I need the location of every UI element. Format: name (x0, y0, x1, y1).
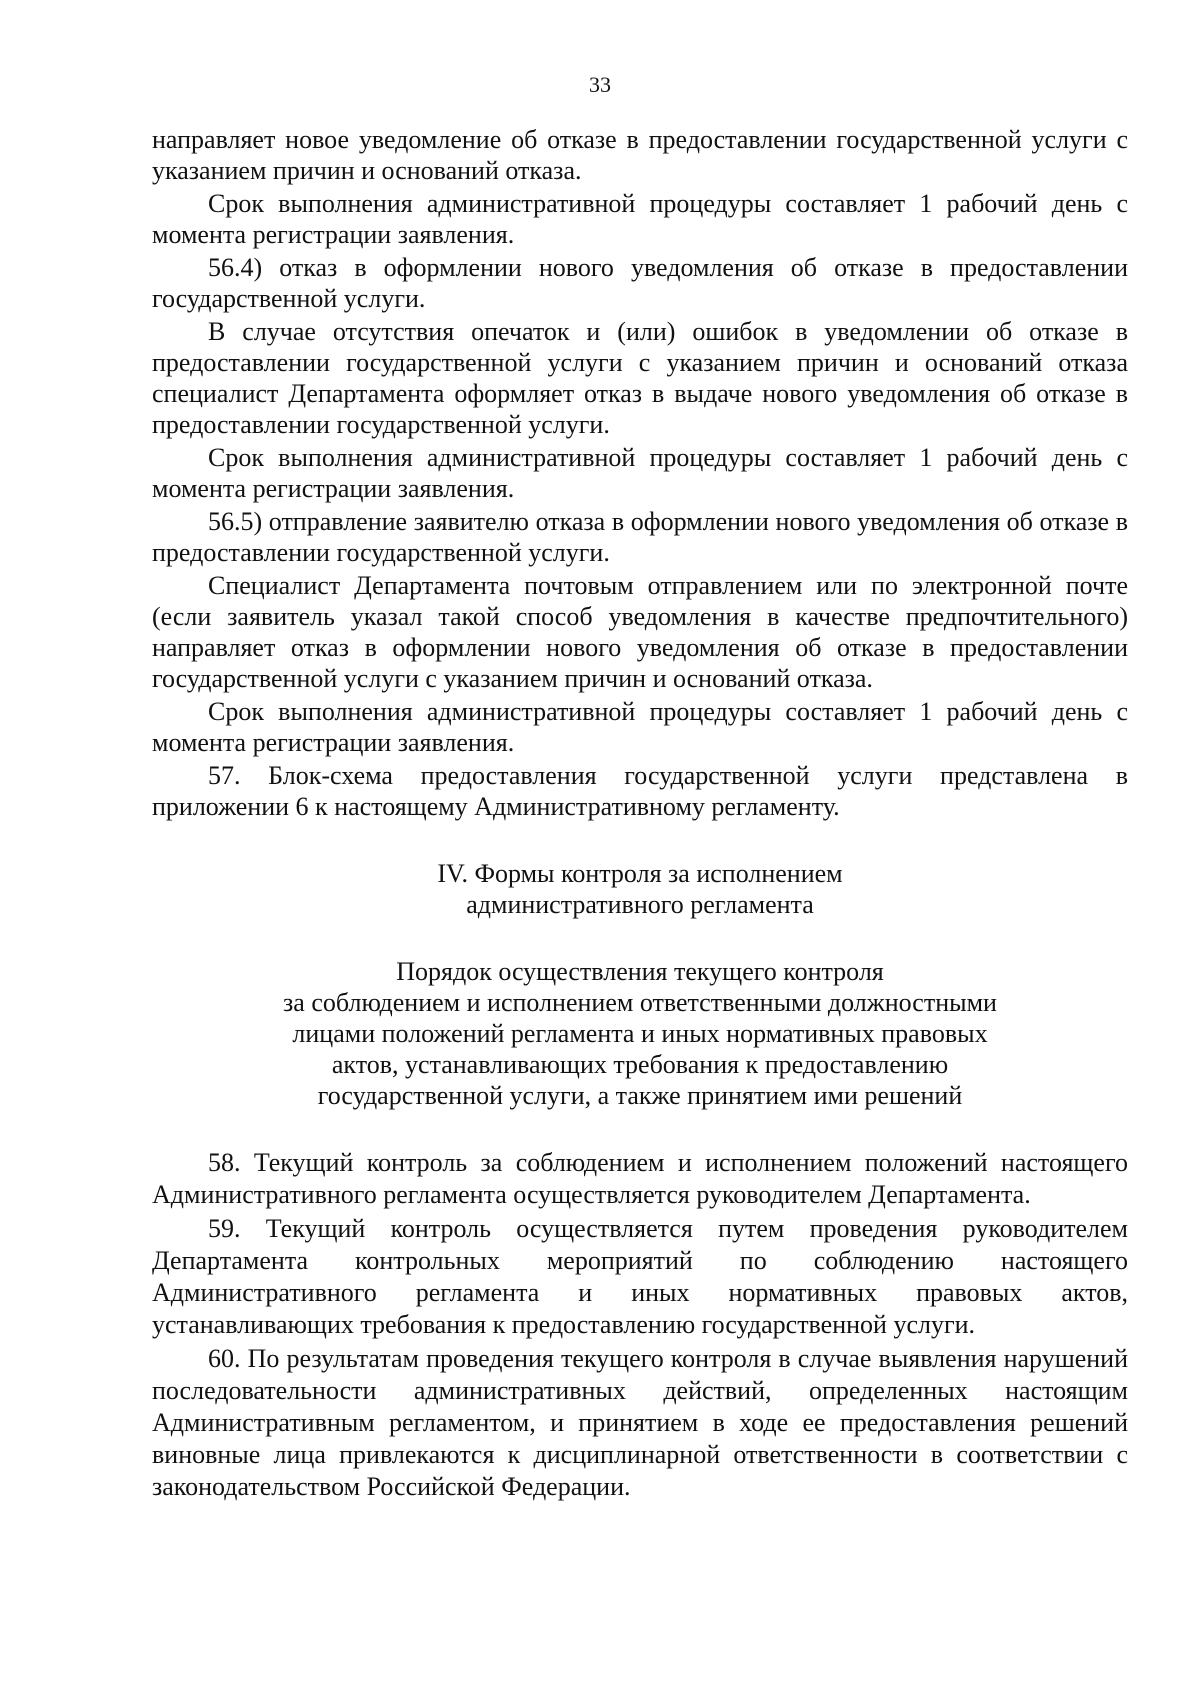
paragraph-58: 58. Текущий контроль за соблюдением и исполнением положений настоящего Административного регламента осуществляется руководителем Департамента. (152, 1148, 1128, 1209)
paragraph-deadline-1: Срок выполнения административной процедуры составляет 1 рабочий день с момента регистрации заявления. (152, 189, 1128, 249)
paragraph-no-errors: В случае отсутствия опечаток и (или) ошибок в уведомлении об отказе в предоставлении государственной услуги с указанием причин и оснований отказа специалист Департамента оформляет отказ в выдаче нового уведомления об отказе в предоставлении государственной услуги. (152, 317, 1128, 439)
paragraph-56-5: 56.5) отправление заявителю отказа в оформлении нового уведомления об отказе в предоставлении государственной услуги. (152, 507, 1128, 567)
subsection-heading-line-3: лицами положений регламента и иных нормативных правовых (292, 1019, 988, 1048)
lower-paragraphs (152, 1147, 1128, 1503)
subsection-heading-line-2: за соблюдением и исполнением ответственными должностными (283, 988, 997, 1017)
paragraph-deadline-2: Срок выполнения административной процедуры составляет 1 рабочий день с момента регистрации заявления. (152, 443, 1128, 503)
section-heading-line-2: административного регламента (466, 890, 814, 919)
subsection-heading-line-5: государственной услуги, а также принятием ими решений (317, 1081, 963, 1110)
section-heading-line-1: IV. Формы контроля за исполнением (437, 859, 843, 888)
paragraph-56-4: 56.4) отказ в оформлении нового уведомления об отказе в предоставлении государственной услуги. (152, 253, 1128, 313)
paragraph-57: 57. Блок-схема предоставления государственной услуги представлена в приложении 6 к настоящему Административному регламенту. (152, 761, 1128, 821)
document-body (152, 124, 1128, 1505)
paragraph-deadline-3: Срок выполнения административной процедуры составляет 1 рабочий день с момента регистрации заявления. (152, 697, 1128, 757)
subsection-heading (230, 956, 1050, 1111)
subsection-heading-line-4: актов, устанавливающих требования к предоставлению (331, 1050, 949, 1079)
paragraph-60: 60. По результатам проведения текущего контроля в случае выявления нарушений последовательности административных действий, определенных настоящим Административным регламентом, и принятием в ходе ее предоставления решений виновные лица привлекаются к дисциплинарной ответственности в соответствии с законодательством Российской Федерации. (152, 1344, 1128, 1501)
paragraph-continuation: направляет новое уведомление об отказе в предоставлении государственной услуги с указанием причин и оснований отказа. (152, 125, 1128, 185)
subsection-heading-line-1: Порядок осуществления текущего контроля (396, 957, 884, 986)
page-number: 33 (589, 72, 611, 97)
section-heading (152, 858, 1128, 920)
paragraph-59: 59. Текущий контроль осуществляется путем проведения руководителем Департамента контрольных мероприятий по соблюдению настоящего Административного регламента и иных нормативных правовых актов, устанавливающих требования к предоставлению государственной услуги. (152, 1214, 1128, 1339)
paragraph-specialist-sends: Специалист Департамента почтовым отправлением или по электронной почте (если заявитель указал такой способ уведомления в качестве предпочтительного) направляет отказ в оформлении нового уведомления об отказе в предоставлении государственной услуги с указанием причин и оснований отказа. (152, 571, 1128, 693)
